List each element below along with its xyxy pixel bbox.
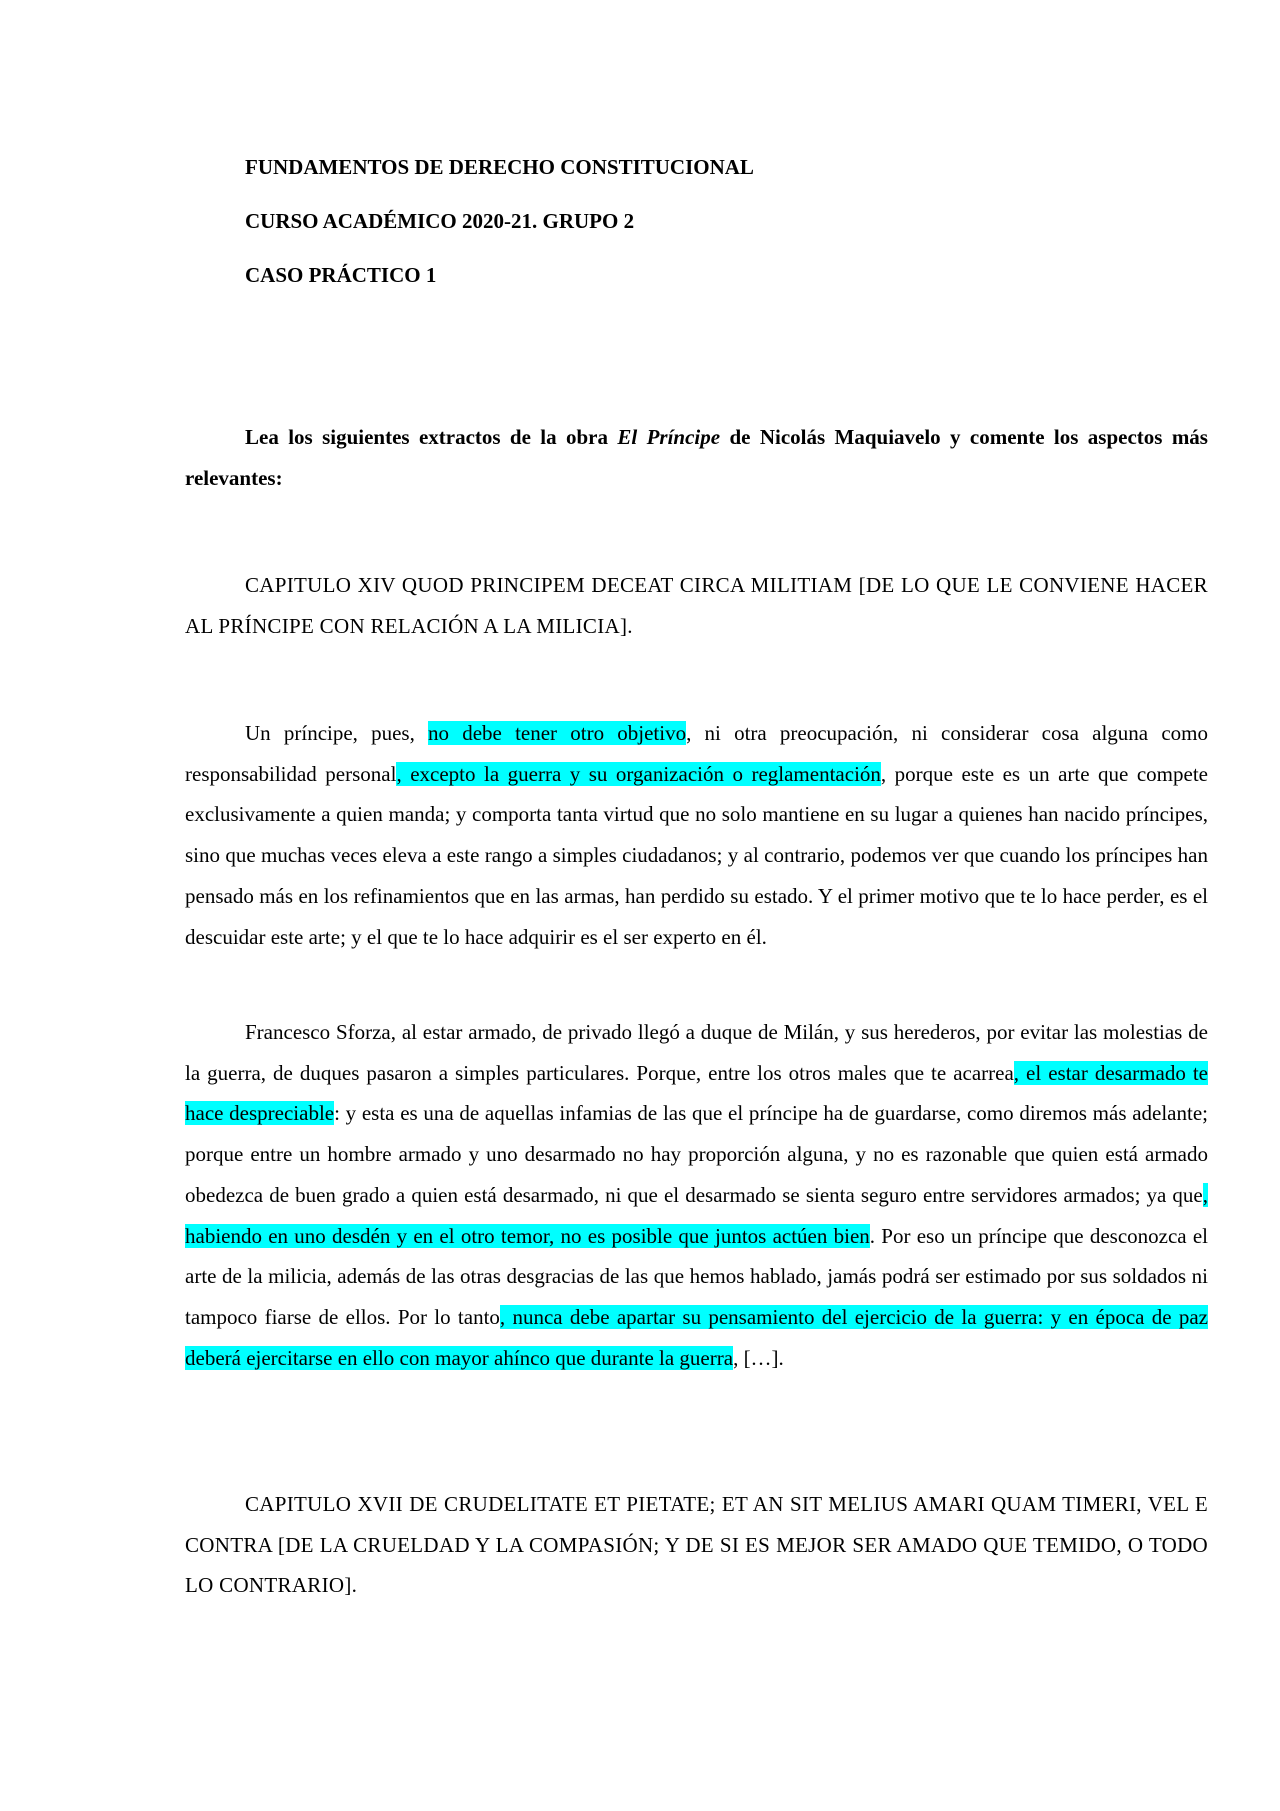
- text-span: , porque este es un arte que compete exclusivamente a quien manda; y comporta tanta virtud que no solo mantiene en su lugar a quienes han nacido príncipes, sino que muchas veces eleva a este rango a simples ciudadanos; y al contrario, podemos ver que cuando los príncipes han pensado más en los refinamientos que en las armas, han perdido su estado. Y el primer motivo que te lo hace perder, es el descuidar este arte; y el que te lo hace adquirir es el ser experto en él.: [185, 761, 1208, 949]
- text-span: Francesco Sforza, al estar armado, de privado llegó a duque de Milán, y sus herederos, por evitar las molestias de la guerra, de duques pasaron a simples particulares. Porque, entre los otros males que te acarrea: [185, 1020, 1208, 1085]
- instruction-text-2: de Nicolás Maquiavelo y comente los aspectos más relevantes:: [185, 425, 1208, 490]
- chapter-xiv-heading: CAPITULO XIV QUOD PRINCIPEM DECEAT CIRCA MILITIAM [DE LO QUE LE CONVIENE HACER AL PRÍNCIPE CON RELACIÓN A LA MILICIA].: [185, 573, 1208, 638]
- highlighted-text: , nunca debe apartar su pensamiento del ejercicio de la guerra: y en época de paz deberá ejercitarse en ello con mayor ahínco que durante la guerra: [185, 1304, 1208, 1370]
- text-span: : y esta es una de aquellas infamias de las que el príncipe ha de guardarse, como diremos más adelante; porque entre un hombre armado y uno desarmado no hay proporción alguna, y no es razonable que quien está armado obedezca de buen grado a quien está desarmado, ni que el desarmado se sienta seguro entre servidores armados; ya que: [185, 1101, 1208, 1207]
- instruction-paragraph: [185, 417, 1208, 498]
- course-title: FUNDAMENTOS DE DERECHO CONSTITUCIONAL: [245, 155, 754, 179]
- case-title: CASO PRÁCTICO 1: [245, 263, 437, 287]
- chapter-xiv-paragraph-1: [185, 713, 1208, 957]
- book-title: El Príncipe: [617, 425, 721, 449]
- text-span: , […].: [733, 1345, 784, 1370]
- highlighted-text: , habiendo en uno desdén y en el otro temor, no es posible que juntos actúen bien: [185, 1182, 1208, 1248]
- highlighted-text: , excepto la guerra y su organización o reglamentación: [396, 761, 881, 786]
- chapter-xiv-paragraph-2: [185, 1012, 1208, 1378]
- highlighted-text: no debe tener otro objetivo: [428, 721, 687, 745]
- text-span: , ni otra preocupación, ni considerar cosa alguna como responsabilidad personal: [185, 721, 1208, 786]
- instruction-text-1: Lea los siguientes extractos de la obra: [245, 425, 618, 449]
- highlighted-text: , el estar desarmado te hace despreciable: [185, 1060, 1208, 1126]
- academic-year: CURSO ACADÉMICO 2020-21. GRUPO 2: [245, 209, 635, 233]
- text-span: . Por eso un príncipe que desconozca el arte de la milicia, además de las otras desgracias de las que hemos hablado, jamás podrá ser estimado por sus soldados ni tampoco fiarse de ellos. Por lo tanto: [185, 1223, 1208, 1329]
- text-span: Un príncipe, pues,: [245, 721, 429, 745]
- chapter-xvii-heading: CAPITULO XVII DE CRUDELITATE ET PIETATE; ET AN SIT MELIUS AMARI QUAM TIMERI, VEL E CONTRA [DE LA CRUELDAD Y LA COMPASIÓN; Y DE SI ES MEJOR SER AMADO QUE TEMIDO, O TODO LO CONTRARIO].: [185, 1492, 1208, 1598]
